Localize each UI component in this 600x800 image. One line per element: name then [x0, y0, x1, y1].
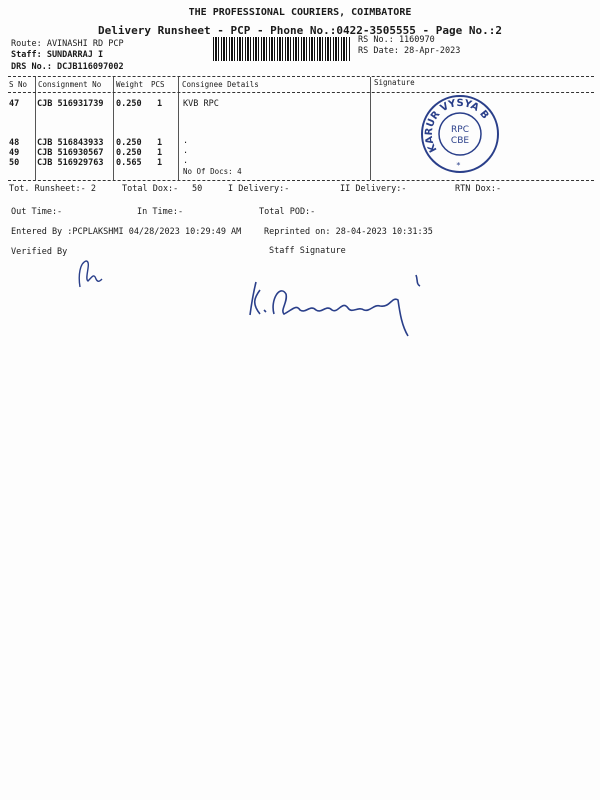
weight: 0.250	[116, 99, 142, 109]
entered-by: Entered By :PCPLAKSHMI 04/28/2023 10:29:49 AM	[11, 227, 242, 237]
rs-number: RS No.: 1160970	[358, 35, 435, 45]
stamp-inner-text: CBE	[450, 136, 470, 146]
consignee-details: .	[183, 156, 189, 166]
ii-delivery: II Delivery:-	[340, 184, 407, 194]
col-signature: Signature	[374, 78, 415, 87]
svg-text:*: *	[456, 161, 461, 170]
col-weight: Weight	[116, 80, 144, 89]
consignee-details: .	[183, 146, 189, 156]
consignee-details: .	[183, 136, 189, 146]
drs-number: DRS No.: DCJB116097002	[11, 62, 124, 72]
consignee-details: KVB RPC	[183, 99, 219, 109]
divider	[8, 92, 594, 93]
pcs: 1	[157, 99, 163, 109]
sno: 48	[9, 138, 20, 148]
out-time: Out Time:-	[11, 207, 63, 217]
total-dox-label: Total Dox:-	[122, 184, 179, 194]
consignment-no: CJB 516929763	[37, 158, 104, 168]
in-time: In Time:-	[137, 207, 184, 217]
weight: 0.250	[116, 148, 142, 158]
staff-signature-label: Staff Signature	[269, 246, 346, 256]
sno: 50	[9, 158, 20, 168]
sno: 47	[9, 99, 20, 109]
consignment-no: CJB 516931739	[37, 99, 104, 109]
pcs: 1	[157, 148, 163, 158]
staff: Staff: SUNDARRAJ I	[11, 50, 104, 60]
consignment-no: CJB 516843933	[37, 138, 104, 148]
company-title: THE PROFESSIONAL COURIERS, COIMBATORE	[188, 7, 412, 18]
sno: 49	[9, 148, 20, 158]
barcode	[213, 37, 350, 61]
route: Route: AVINASHI RD PCP	[11, 39, 124, 49]
pcs: 1	[157, 158, 163, 168]
verifier-signature	[70, 255, 110, 295]
weight: 0.565	[116, 158, 142, 168]
verified-by: Verified By	[11, 247, 68, 257]
divider	[8, 76, 594, 77]
stamp-inner-text: RPC	[451, 125, 469, 135]
col-consignment: Consignment No	[38, 80, 102, 89]
weight: 0.250	[116, 138, 142, 148]
divider	[8, 180, 594, 181]
col-consignee: Consignee Details	[182, 80, 259, 89]
staff-signature	[240, 270, 440, 345]
i-delivery: I Delivery:-	[228, 184, 290, 194]
reprinted-on: Reprinted on: 28-04-2023 10:31:35	[264, 227, 433, 237]
rs-date: RS Date: 28-Apr-2023	[358, 46, 461, 56]
consignment-no: CJB 516930567	[37, 148, 104, 158]
total-dox-value: 50	[192, 184, 203, 194]
col-sno: S No	[9, 80, 28, 89]
no-of-docs: No Of Docs: 4	[183, 167, 242, 176]
col-pcs: PCS	[151, 80, 165, 89]
stamp-outer-text: KARUR VYSYA BANK	[423, 97, 491, 154]
bank-stamp	[418, 92, 502, 176]
total-pod: Total POD:-	[259, 207, 316, 217]
pcs: 1	[157, 138, 163, 148]
rtn-dox: RTN Dox:-	[455, 184, 502, 194]
runsheet-subtitle: Delivery Runsheet - PCP - Phone No.:0422-3505555 - Page No.:2	[98, 24, 502, 37]
total-runsheet: Tot. Runsheet:- 2	[9, 184, 96, 194]
